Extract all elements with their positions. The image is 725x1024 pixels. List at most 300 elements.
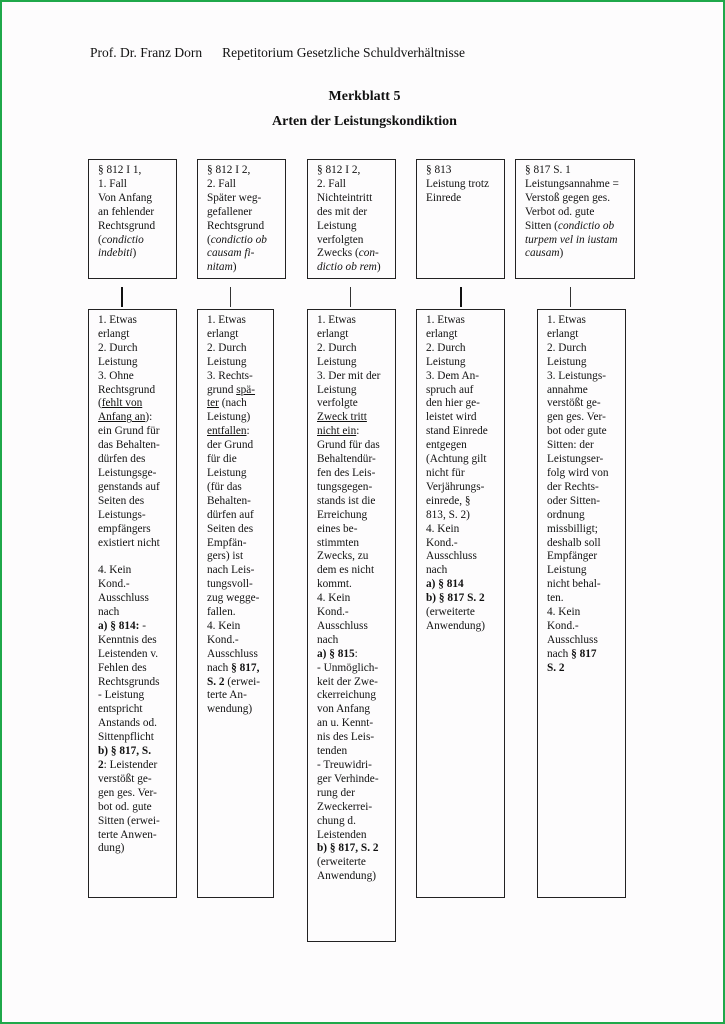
- text-line: [98, 620, 171, 634]
- text-run: gen ges. Ver-: [98, 786, 157, 799]
- text-line: [426, 509, 499, 523]
- italic-text-run: condictio: [101, 233, 144, 246]
- text-run: (: [98, 233, 102, 246]
- text-line: [207, 220, 280, 234]
- text-run: Rechtsgrund: [98, 383, 156, 396]
- text-run: (: [207, 233, 211, 246]
- header-author: Prof. Dr. Franz Dorn: [90, 45, 203, 60]
- text-run: 2. Durch: [547, 341, 587, 354]
- text-run: Anwendung): [317, 870, 376, 883]
- text-run: missbilligt;: [547, 522, 598, 535]
- column-4-header-box: [416, 159, 505, 279]
- text-run: verfolgte: [317, 397, 358, 410]
- column-5-connector: [570, 287, 571, 307]
- text-line: [317, 495, 390, 509]
- column-4-detail-box: [416, 309, 505, 898]
- text-run: 2. Durch: [317, 341, 357, 354]
- text-run: leistet wird: [426, 411, 477, 424]
- text-line: [207, 578, 268, 592]
- text-run: Leistung: [98, 355, 138, 368]
- column-3-header-box: [307, 159, 396, 279]
- text-run: erlangt: [426, 327, 458, 340]
- text-line: [207, 397, 268, 411]
- text-run: : Leistender: [103, 758, 158, 771]
- text-run: 2. Durch: [426, 341, 466, 354]
- text-line: [317, 220, 390, 234]
- text-line: [547, 314, 620, 328]
- text-line: [317, 467, 390, 481]
- text-line: [317, 620, 390, 634]
- text-run: gen ges. Ver-: [547, 411, 606, 424]
- text-line: [98, 314, 171, 328]
- text-line: [547, 384, 620, 398]
- text-run: Behalten-: [207, 494, 251, 507]
- bold-text-run: b) § 817, S.: [98, 745, 152, 758]
- text-run: rung der: [317, 786, 355, 799]
- text-run: Leistung): [207, 411, 251, 424]
- text-line: [98, 192, 171, 206]
- text-line: [98, 842, 171, 856]
- text-line: [207, 314, 268, 328]
- text-run: tungsvoll-: [207, 578, 253, 591]
- text-run: verstößt ge-: [547, 397, 601, 410]
- text-line: [547, 648, 620, 662]
- text-run: einrede, §: [426, 494, 471, 507]
- text-line: [426, 481, 499, 495]
- text-line: [98, 397, 171, 411]
- text-run: Leistung trotz: [426, 177, 490, 190]
- text-run: annahme: [547, 383, 588, 396]
- text-run: verfolgten: [317, 233, 364, 246]
- text-line: [207, 662, 268, 676]
- text-run: Nichteintritt: [317, 191, 373, 204]
- text-line: [207, 648, 268, 662]
- text-run: 2. Fall: [317, 177, 346, 190]
- text-run: Leistung: [426, 355, 466, 368]
- text-run: bot oder gute: [547, 425, 607, 438]
- text-line: [98, 634, 171, 648]
- text-line: [317, 759, 390, 773]
- text-line: [317, 192, 390, 206]
- text-line: [98, 481, 171, 495]
- text-run: Kenntnis des: [98, 633, 157, 646]
- text-line: [426, 537, 499, 551]
- text-line: [426, 495, 499, 509]
- text-line: [207, 495, 268, 509]
- text-run: Leistung: [207, 466, 247, 479]
- underlined-text-run: spä-: [236, 383, 256, 396]
- text-line: [98, 829, 171, 843]
- text-run: Leistung: [547, 355, 587, 368]
- column-1-detail-box: [88, 309, 177, 898]
- text-line: [547, 411, 620, 425]
- text-run: 2. Durch: [207, 341, 247, 354]
- column-1-header-box: [88, 159, 177, 279]
- text-run: gers) ist: [207, 550, 244, 563]
- text-line: [317, 676, 390, 690]
- text-line: [98, 425, 171, 439]
- text-line: [317, 164, 390, 178]
- text-line: [207, 384, 268, 398]
- text-line: [207, 261, 280, 275]
- text-run: nach: [547, 647, 572, 660]
- text-line: [207, 164, 280, 178]
- text-line: [547, 397, 620, 411]
- text-run: 2. Fall: [207, 177, 236, 190]
- text-line: [547, 662, 620, 676]
- text-line: [426, 328, 499, 342]
- italic-text-run: nitam: [207, 261, 233, 274]
- text-run: das Behalten-: [98, 439, 160, 452]
- text-run: verstößt ge-: [98, 772, 152, 785]
- text-run: Empfän-: [207, 536, 247, 549]
- text-run: terte An-: [207, 689, 247, 702]
- italic-text-run: causam fi-: [207, 247, 255, 260]
- text-line: [207, 453, 268, 467]
- text-line: [317, 773, 390, 787]
- text-line: [98, 773, 171, 787]
- text-run: des mit der: [317, 205, 368, 218]
- text-run: - Leistung: [98, 689, 145, 702]
- text-line: [525, 234, 629, 248]
- text-line: [207, 356, 268, 370]
- text-line: [98, 356, 171, 370]
- text-line: [317, 481, 390, 495]
- text-run: Leistung: [317, 219, 357, 232]
- text-line: [98, 731, 171, 745]
- column-1-connector: [121, 287, 123, 307]
- text-line: [317, 829, 390, 843]
- text-run: Leistung: [317, 355, 357, 368]
- text-run: dem es nicht: [317, 564, 375, 577]
- text-run: 4. Kein: [317, 592, 351, 605]
- text-run: dürfen auf: [207, 508, 254, 521]
- italic-text-run: con-: [358, 247, 379, 260]
- text-line: [317, 717, 390, 731]
- text-line: [426, 342, 499, 356]
- text-run: Ausschluss: [207, 647, 258, 660]
- text-run: Leistungsge-: [98, 466, 157, 479]
- text-line: [207, 523, 268, 537]
- text-line: [207, 370, 268, 384]
- text-run: der Grund: [207, 439, 254, 452]
- text-line: [426, 592, 499, 606]
- italic-text-run: causam: [525, 247, 560, 260]
- text-line: [317, 411, 390, 425]
- text-line: [98, 328, 171, 342]
- text-line: [98, 564, 171, 578]
- text-run: keit der Zwe-: [317, 675, 378, 688]
- text-run: Sitten (erwei-: [98, 814, 160, 827]
- text-line: [207, 509, 268, 523]
- header-course: Repetitorium Gesetzliche Schuldverhältnisse: [222, 45, 466, 60]
- text-line: [207, 689, 268, 703]
- text-run: erlangt: [207, 327, 239, 340]
- text-line: [317, 261, 390, 275]
- text-run: § 812 I 1,: [98, 164, 142, 176]
- text-run: § 812 I 2,: [317, 164, 361, 176]
- column-2-detail-box: [197, 309, 274, 898]
- text-run: entspricht: [98, 703, 143, 716]
- text-run: Grund für das: [317, 439, 380, 452]
- text-line: [547, 425, 620, 439]
- text-line: [426, 314, 499, 328]
- text-line: [317, 801, 390, 815]
- text-line: [98, 495, 171, 509]
- text-line: [98, 178, 171, 192]
- page-header: [90, 45, 465, 61]
- text-line: [317, 328, 390, 342]
- text-line: [317, 370, 390, 384]
- italic-text-run: condictio ob: [557, 219, 615, 232]
- bold-text-run: a) § 814:: [98, 619, 140, 632]
- text-run: Seiten des: [207, 522, 254, 535]
- text-line: [317, 314, 390, 328]
- text-run: Rechtsgrunds: [98, 675, 160, 688]
- text-run: Zwecks (: [317, 247, 359, 260]
- text-line: [98, 467, 171, 481]
- text-run: 813, S. 2): [426, 508, 470, 521]
- text-run: ): [376, 261, 381, 274]
- text-run: Später weg-: [207, 191, 262, 204]
- text-line: [98, 592, 171, 606]
- text-line: [98, 370, 171, 384]
- text-line: [98, 787, 171, 801]
- text-run: von Anfang: [317, 703, 371, 716]
- text-run: 3. Ohne: [98, 369, 134, 382]
- text-line: [317, 550, 390, 564]
- text-line: [98, 411, 171, 425]
- text-run: Leistungsannahme =: [525, 177, 619, 190]
- text-run: Verstoß gegen ges.: [525, 191, 611, 204]
- text-run: 2. Durch: [98, 341, 138, 354]
- text-line: [317, 397, 390, 411]
- text-run: nach Leis-: [207, 564, 255, 577]
- text-run: den hier ge-: [426, 397, 480, 410]
- bold-text-run: 2: [98, 758, 104, 771]
- text-line: [98, 537, 171, 551]
- text-run: (erweiterte: [426, 606, 475, 619]
- text-run: Empfänger: [547, 550, 598, 563]
- text-line: [98, 745, 171, 759]
- page-subtitle: Arten der Leistungskondiktion: [272, 114, 457, 129]
- text-run: ordnung: [547, 508, 585, 521]
- text-run: eines be-: [317, 522, 358, 535]
- text-line: [207, 620, 268, 634]
- text-run: spruch auf: [426, 383, 474, 396]
- text-line: [207, 606, 268, 620]
- page-title: Merkblatt 5: [328, 89, 401, 104]
- text-run: Leistung: [547, 564, 587, 577]
- text-run: § 813: [426, 164, 452, 176]
- text-run: 1. Etwas: [547, 314, 586, 326]
- text-run: Ausschluss: [426, 550, 477, 563]
- bold-text-run: S. 2: [207, 675, 225, 688]
- text-run: Ausschluss: [98, 592, 149, 605]
- underlined-text-run: Anfang an: [98, 411, 146, 424]
- text-line: [426, 606, 499, 620]
- text-run: nicht behal-: [547, 578, 601, 591]
- text-line: [98, 220, 171, 234]
- italic-text-run: condictio ob: [210, 233, 267, 246]
- text-run: 1. Etwas: [317, 314, 356, 326]
- column-2-connector: [230, 287, 231, 307]
- text-run: nach: [98, 606, 120, 619]
- text-line: [547, 523, 620, 537]
- text-run: Behaltendür-: [317, 453, 376, 466]
- text-run: ten.: [547, 592, 564, 605]
- text-line: [317, 842, 390, 856]
- text-run: tenden: [317, 745, 348, 758]
- text-line: [207, 634, 268, 648]
- text-line: [547, 606, 620, 620]
- text-line: [317, 745, 390, 759]
- text-run: Einrede: [426, 191, 462, 204]
- text-run: tungsgegen-: [317, 480, 373, 493]
- text-line: [207, 481, 268, 495]
- text-run: 3. Leistungs-: [547, 369, 606, 382]
- text-run: nach: [317, 633, 339, 646]
- text-run: Leistung: [317, 383, 357, 396]
- text-line: [317, 178, 390, 192]
- column-5-header-box: [515, 159, 635, 279]
- text-run: zug wegge-: [207, 592, 260, 605]
- text-run: an u. Kennt-: [317, 717, 374, 730]
- text-run: 1. Etwas: [98, 314, 137, 326]
- text-run: kommt.: [317, 578, 352, 591]
- text-line: [317, 564, 390, 578]
- text-run: Sitten (: [525, 219, 558, 232]
- text-run: Ausschluss: [547, 633, 598, 646]
- text-line: [317, 425, 390, 439]
- text-line: [317, 206, 390, 220]
- text-line: [426, 164, 499, 178]
- text-run: deshalb soll: [547, 536, 601, 549]
- text-line: [525, 178, 629, 192]
- text-line: [525, 220, 629, 234]
- text-line: [317, 509, 390, 523]
- text-run: Kond.-: [547, 619, 579, 632]
- text-run: Kond.-: [426, 536, 458, 549]
- text-line: [547, 481, 620, 495]
- text-run: Seiten des: [98, 494, 145, 507]
- text-run: genstands auf: [98, 480, 160, 493]
- text-line: [317, 578, 390, 592]
- text-run: 4. Kein: [207, 619, 241, 632]
- text-run: Leistenden: [317, 828, 367, 841]
- text-line: [98, 206, 171, 220]
- text-line: [547, 550, 620, 564]
- text-line: [98, 247, 171, 261]
- bold-text-run: § 817: [571, 647, 597, 660]
- text-run: 3. Dem An-: [426, 369, 480, 382]
- text-line: [426, 370, 499, 384]
- text-line: [525, 164, 629, 178]
- text-run: an fehlender: [98, 205, 155, 218]
- text-run: Anstands od.: [98, 717, 157, 730]
- text-line: [426, 425, 499, 439]
- text-run: existiert nicht: [98, 536, 160, 549]
- text-line: [547, 592, 620, 606]
- text-run: 3. Der mit der: [317, 369, 381, 382]
- text-run: entgegen: [426, 439, 467, 452]
- text-line: [547, 578, 620, 592]
- text-line: [426, 578, 499, 592]
- text-line: [317, 648, 390, 662]
- bold-text-run: S. 2: [547, 661, 565, 674]
- text-line: [207, 564, 268, 578]
- text-line: [98, 384, 171, 398]
- text-line: [207, 676, 268, 690]
- text-run: 3. Rechts-: [207, 369, 253, 382]
- text-run: 4. Kein: [547, 606, 581, 619]
- text-line: [317, 731, 390, 745]
- text-line: [547, 453, 620, 467]
- text-line: [98, 815, 171, 829]
- text-run: oder Sitten-: [547, 494, 601, 507]
- text-line: [207, 592, 268, 606]
- text-line: [426, 550, 499, 564]
- text-line: [547, 467, 620, 481]
- text-run: nis des Leis-: [317, 731, 375, 744]
- text-run: ger Verhinde-: [317, 772, 379, 785]
- text-line: [98, 342, 171, 356]
- text-run: ): [132, 247, 137, 260]
- text-line: [426, 564, 499, 578]
- text-line: [426, 523, 499, 537]
- text-run: - Treuwidri-: [317, 759, 372, 771]
- text-run: Rechtsgrund: [98, 219, 156, 232]
- text-line: [317, 342, 390, 356]
- text-run: nicht für: [426, 466, 465, 479]
- text-run: nach: [207, 661, 232, 674]
- text-run: (Achtung gilt: [426, 453, 487, 466]
- text-line: [317, 662, 390, 676]
- text-run: Sitten: der: [547, 439, 594, 452]
- text-run: 1. Etwas: [207, 314, 246, 326]
- text-run: Leistung: [207, 355, 247, 368]
- text-line: [426, 439, 499, 453]
- text-line: [426, 467, 499, 481]
- text-line: [317, 592, 390, 606]
- text-run: terte Anwen-: [98, 828, 157, 841]
- underlined-text-run: entfallen: [207, 425, 247, 438]
- text-line: [547, 537, 620, 551]
- text-line: [426, 620, 499, 634]
- text-line: [98, 550, 171, 564]
- text-line: [547, 620, 620, 634]
- column-5-detail-box: [537, 309, 626, 898]
- text-line: [426, 453, 499, 467]
- text-line: [98, 606, 171, 620]
- text-run: 1. Etwas: [426, 314, 465, 326]
- text-line: [317, 870, 390, 884]
- bold-text-run: b) § 817, S. 2: [317, 842, 379, 855]
- text-run: § 817 S. 1: [525, 164, 571, 176]
- text-run: Kond.-: [98, 578, 130, 591]
- text-line: [547, 509, 620, 523]
- underlined-text-run: ter: [207, 397, 219, 410]
- text-run: erlangt: [547, 327, 579, 340]
- text-run: Verjährungs-: [426, 480, 485, 493]
- text-line: [547, 634, 620, 648]
- text-line: [525, 192, 629, 206]
- text-line: [207, 411, 268, 425]
- italic-text-run: turpem vel in iustam: [525, 233, 618, 246]
- column-3-detail-box: [307, 309, 396, 942]
- text-line: [207, 328, 268, 342]
- text-line: [547, 564, 620, 578]
